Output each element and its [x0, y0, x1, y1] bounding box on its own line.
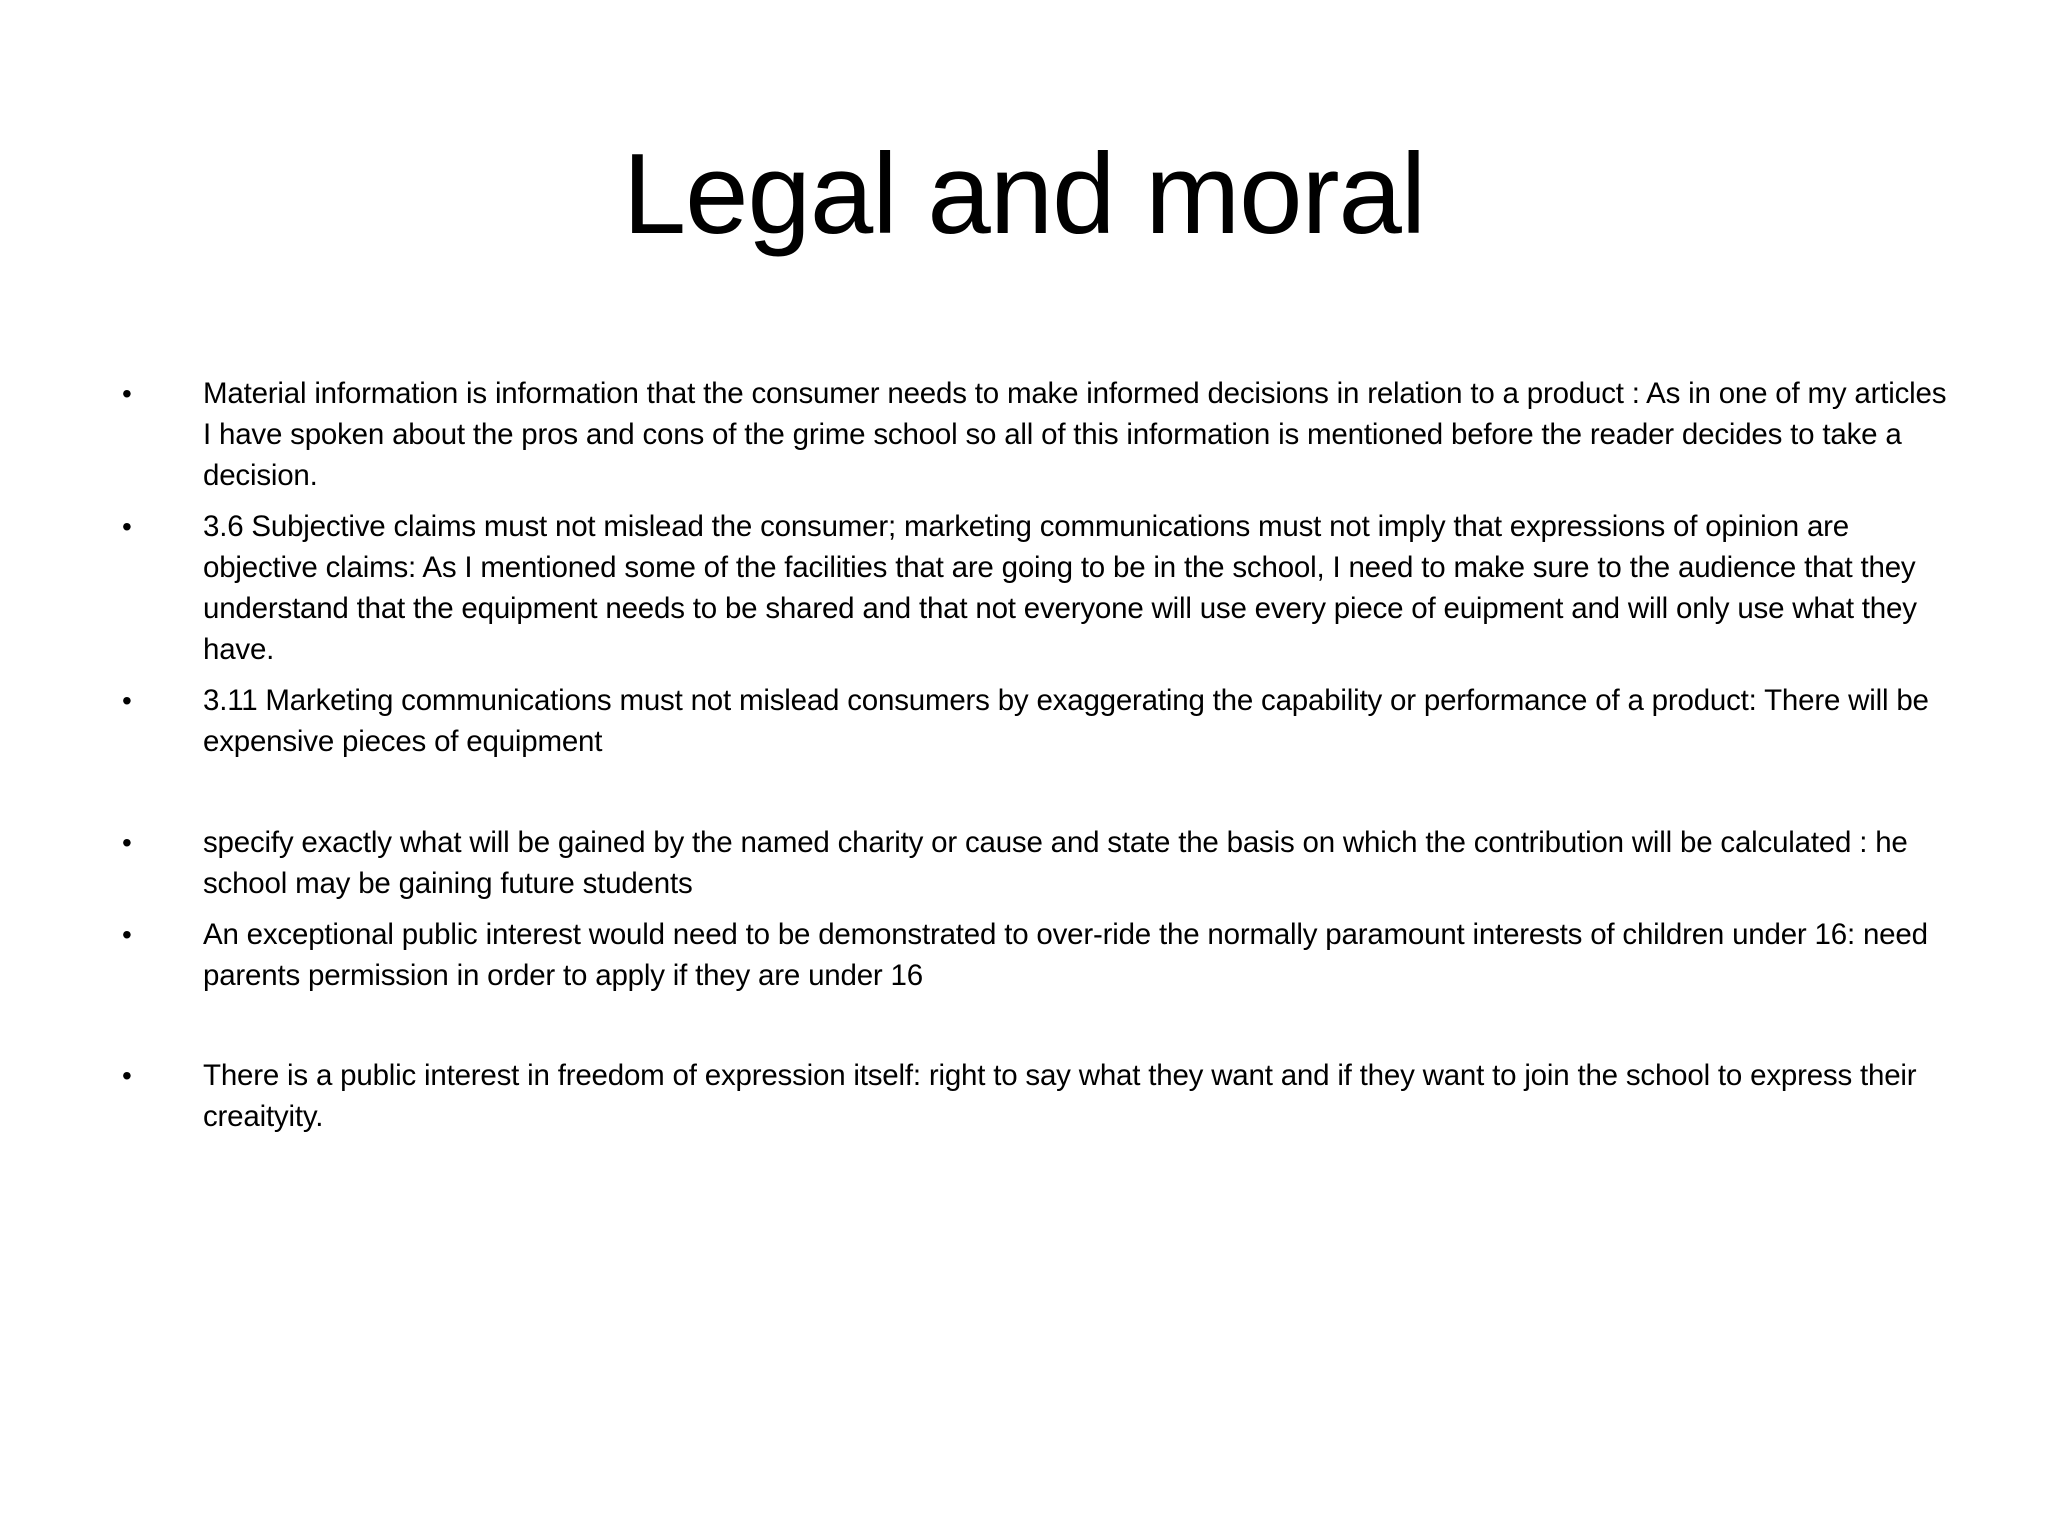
bullet-dot-icon: • — [122, 827, 132, 858]
bullet-text: specify exactly what will be gained by the named charity or cause and state the basis on which the contribution will be calculated : he school may be gaining future students — [203, 826, 1908, 900]
bullet-text: 3.6 Subjective claims must not mislead the consumer; marketing communications must not imply that expressions of opinion are objective claims: As I mentioned some of the facilities that are going to be in the school, I need to make sure to the audience that they understand that the equipment needs to be shared and that not everyone will use every piece of euipment and will only use what they have. — [203, 510, 1917, 666]
bullet-dot-icon: • — [122, 1060, 132, 1091]
bullet-dot-icon: • — [122, 919, 132, 950]
slide-title: Legal and moral — [622, 131, 1426, 258]
bullet-text: An exceptional public interest would need to be demonstrated to over-ride the normally paramount interests of children under 16: need parents permission in order to apply if they are under 16 — [203, 918, 1928, 992]
bullet-dot-icon: • — [122, 685, 132, 716]
bullet-dot-icon: • — [122, 378, 132, 409]
bullet-text: Material information is information that the consumer needs to make informed decisions in relation to a product : As in one of my articles I have spoken about the pros and cons of the grime school so all of this information is mentioned before the reader decides to take a decision. — [203, 377, 1947, 492]
bullet-text: There is a public interest in freedom of expression itself: right to say what they want and if they want to join the school to express their creaityity. — [203, 1059, 1917, 1133]
bullet-text: 3.11 Marketing communications must not mislead consumers by exaggerating the capability or performance of a product: There will be expensive pieces of equipment — [203, 684, 1929, 758]
bullet-dot-icon: • — [122, 511, 132, 542]
